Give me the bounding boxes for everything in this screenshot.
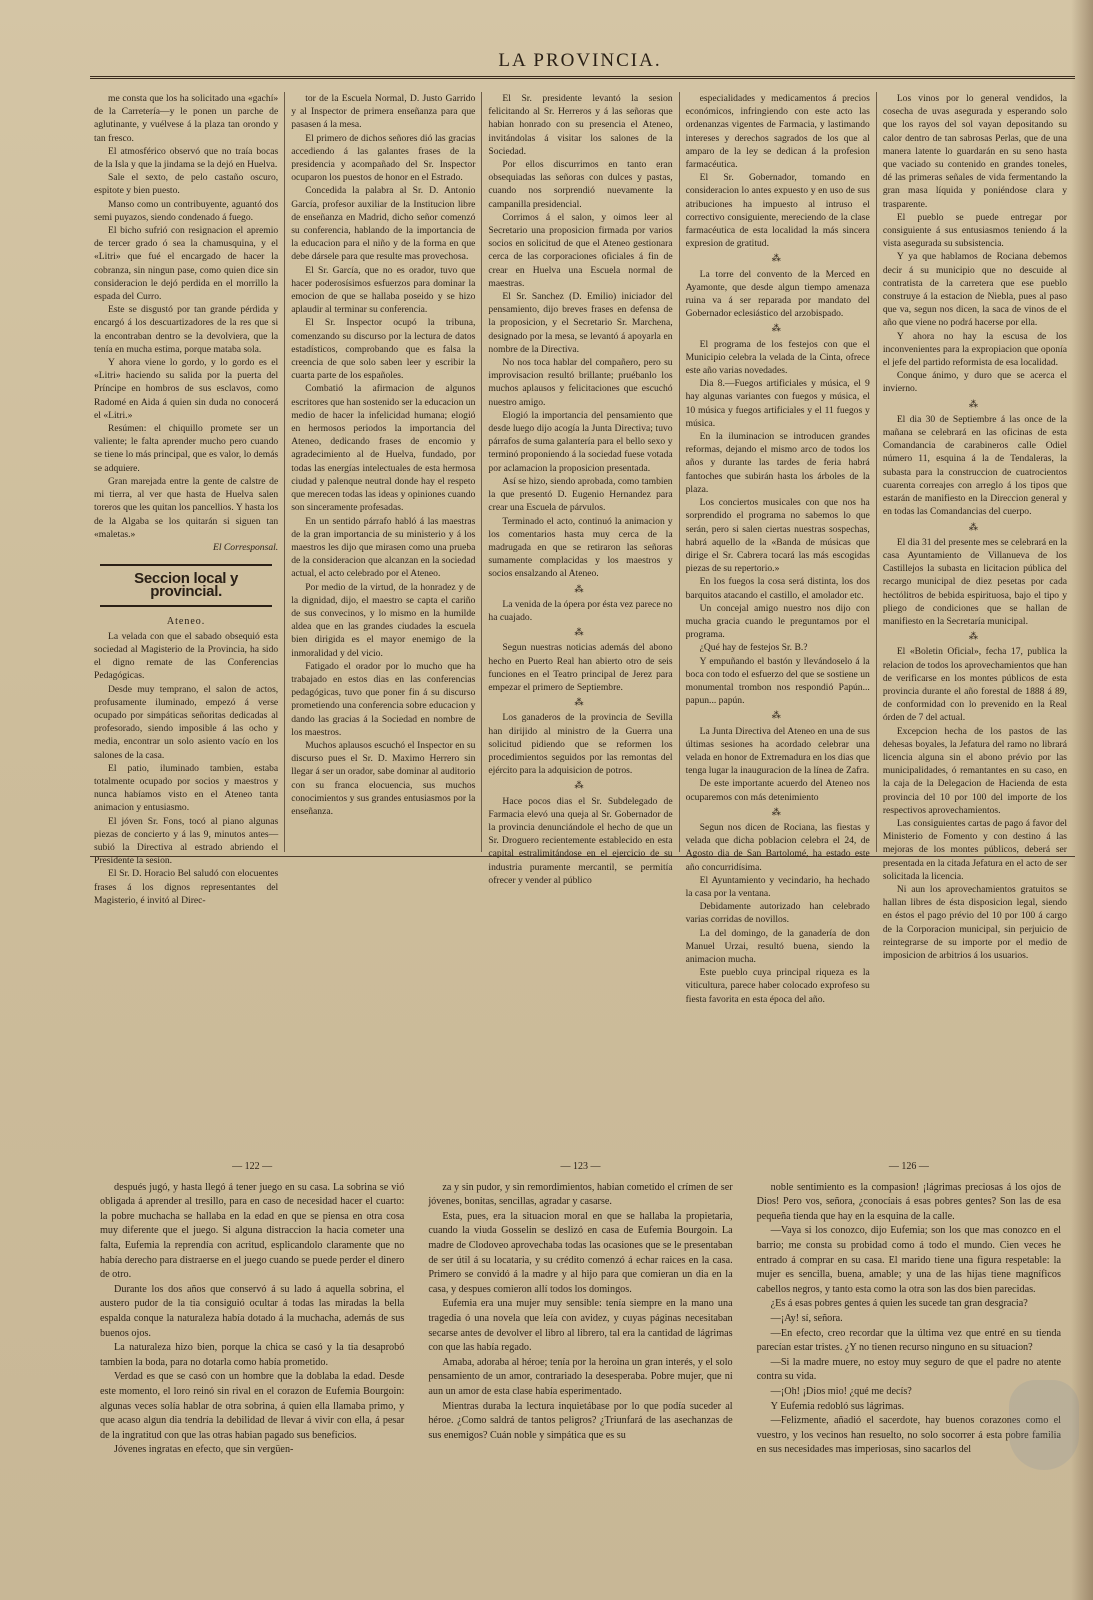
paragraph: Esta, pues, era la situacion moral en que se hallaba la propietaria, cuando la viuda Gosselin se deslizó en casa de Eufemia Bourgoin. La madre de Clodoveo aprovechaba todas las ocasiones que se le presentaban de ser útil á su locataria, y su crédito comenzó á echar raices en la casa. Primero se convidó á la madre y al hijo para que comieran un dia en la casa, y despues comieron allí todos los domingos. — [428, 1210, 733, 1295]
col2-text — [291, 92, 475, 818]
paragraph: El atmosférico observó que no traía bocas de la Isla y que la jindama se la dejó en Huelva. — [94, 145, 279, 171]
correspondent-signature: El Corresponsal. — [212, 541, 279, 553]
subhead-ateneo: Ateneo. — [166, 615, 206, 627]
asterism-separator: ⁂ — [574, 697, 587, 708]
col4-text — [686, 92, 870, 1006]
paragraph: El Sr. Inspector ocupó la tribuna, comenzando su discurso por la lectura de datos estadísticos, comprobando que es falsa la creencia de que solo saben leer y escribir la cuarta parte de los españoles. — [291, 317, 476, 382]
paragraph: me consta que los ha solicitado una «gachí» de la Carretería—y le ponen un parche de aglutinante, y vuélvese á la plaza tan orondo y tan fresco. — [94, 93, 279, 144]
column-1 — [88, 92, 284, 906]
masthead-title: LA PROVINCIA. — [498, 50, 662, 71]
news-columns — [88, 92, 1073, 1005]
paragraph: Elogió la importancia del pensamiento que desde luego dijo acogía la Junta Directiva; tuvo párrafos de suma galantería para el bello sexo y terminó proponiendo á la sociedad fuese votada por aclamacion la proposicion presentada. — [488, 409, 673, 474]
page-number: — 123 — — [560, 1161, 601, 1172]
page-number: — 122 — — [232, 1161, 273, 1172]
paragraph: Gran marejada entre la gente de calstre de mi tierra, al ver que hasta de Huelva salen toreros que les quitan los pancellios. Y hasta los de la Algaba se los quitarán si siguen tan «maletas.» — [94, 475, 279, 540]
paragraph: —Vaya si los conozco, dijo Eufemia; son los que mas conozco en el barrio; me consta su probidad como á todo el mundo. Cien veces he entrado á comprar en su casa. El marido tiene una figura respetable: la mujer es sencilla, buena, amable; y una de las hijas tiene magníficos cabellos negros, y tanto esta como la otra son las dos bien parecidas. — [756, 1225, 1061, 1295]
col5-text — [883, 92, 1067, 962]
paragraph: Conque ánimo, y duro que se acerca el invierno. — [882, 370, 1068, 395]
paragraph: La Junta Directiva del Ateneo en una de sus últimas sesiones ha acordado celebrar una velada en honor de Extremadura en los dias que tenga lugar la inauguracion de la línea de Zafra. — [685, 725, 870, 777]
paragraph: especialidades y medicamentos á precios económicos, infringiendo con este acto las ordenanzas vigentes de Farmacia, y lastimando intereses y derechos sagrados de los que al amparo de la ley se dedican á la profesion farmacéutica. — [685, 93, 870, 171]
paragraph: Verdad es que se casó con un hombre que la doblaba la edad. Desde este momento, el loro reinó sin rival en el corazon de Eufemia Bourgoin: algunas veces solía hablar de otra sobrina, á quien ella llamaba primo, y que acaso algun dia tendría la debilidad de llevar á vivir con ella, á pesar de la ingratitud con que las otras habian pagado sus beneficios. — [100, 1371, 405, 1441]
paragraph: ¿Es á esas pobres gentes á quien les sucede tan gran desgracia? — [770, 1298, 1028, 1310]
masthead-rule — [90, 76, 1075, 79]
paragraph: Terminado el acto, continuó la animacion y los comentarios hasta muy cerca de la madrugada en que se retiraron las señoras sumamente complacidas y los maestros y socios ensalzando al Ateneo. — [488, 515, 673, 580]
paragraph: Y ahora viene lo gordo, y lo gordo es el «Litri» haciendo su salida por la puerta del Príncipe en hombros de sus esclavos, como Radomé en Aida á quien sin duda no conocerá el «Litri.» — [94, 357, 279, 421]
paragraph: El primero de dichos señores dió las gracias accediendo á las galantes frases de la presidencia y acompañado del Sr. Inspector ocuparon los puestos de honor en el Estrado. — [291, 132, 476, 184]
library-watermark-crest — [1009, 1380, 1079, 1470]
paragraph: Excepcion hecha de los pastos de las dehesas boyales, la Jefatura del ramo no librará licencia alguna sin el abono prévio por las municipalidades, ó remantantes en su caso, en la caja de la Delegacion de Hacienda de esta provincia del 10 por 100 del importe de los respectivos aprovechamientos. — [882, 725, 1068, 816]
paragraph: noble sentimiento es la compasion! ¡lágrimas preciosas á los ojos de Dios! Pero vos, señora, ¿conocíais á esas pobres gentes? Son las de esa pequeña tienda que hay en la esquina de la calle. — [756, 1181, 1061, 1222]
paragraph: Eufemia era una mujer muy sensible: tenía siempre en la mano una tragedia ó una novela que leía con avidez, y cuyas páginas necesitaban secarse antes de devolver el libro al librero, tal era la cantidad de lágrimas con que las había regado. — [428, 1298, 733, 1354]
asterism-separator: ⁂ — [968, 631, 981, 642]
paragraph: Y ahora no hay la escusa de los inconvenientes para la expropiacion que oponía el jefe del partido reformista de esa localidad. — [882, 330, 1068, 369]
paragraph: Segun nos dicen de Rociana, las fiestas y velada que dicha poblacion celebra el 24, de Agosto dia de San Bartolomé, ha estado este año concurridísima. — [685, 821, 870, 873]
asterism-separator: ⁂ — [771, 253, 784, 264]
asterism-separator: ⁂ — [968, 521, 981, 532]
paragraph: El Sr. D. Horacio Bel saludó con elocuentes frases á los dignos representantes del Magisterio, é invitó al Direc- — [94, 868, 279, 906]
paragraph: Los vinos por lo general vendidos, la cosecha de uvas asegurada y esperando solo que los rayos del sol vayan depositando su calor dentro de tan sabrosas Perlas, que de una manera latente lo guardarán en su seno hasta que vaciado su contenido en grandes toneles, dé las primeras señales de vida fermentando la gran masa líquida y poniéndose clara y trasparente. — [882, 93, 1068, 210]
asterism-separator: ⁂ — [574, 780, 587, 791]
paragraph: El Sr. presidente levantó la sesion felicitando al Sr. Herreros y á las señoras que habian honrado con su presencia el Ateneo, invitándolas á visitar los salones de la Sociedad. — [488, 93, 673, 157]
folletin-section — [88, 1160, 1073, 1590]
paragraph: El Sr. Gobernador, tomando en consideracion lo antes expuesto y en uso de sus atribuciones ha impuesto al intruso el correctivo consiguiente, mereciendo de la clase farmacéutica de esta localidad la más sincera expresion de gratitud. — [685, 172, 870, 250]
paragraph: Este se disgustó por tan grande pérdida y encargó á los descuartizadores de la res que si la encontraban dentro se la devolviera, que la tenía en mucha estima, porque mataba sola. — [94, 304, 279, 355]
paragraph: tor de la Escuela Normal, D. Justo Garrido y al Inspector de primera enseñanza para que pasasen á la mesa. — [291, 93, 476, 131]
paragraph: —Felizmente, añadió el sacerdote, hay buenos corazones como el vuestro, y los vecinos han resuelto, no solo socorrer á esta pobre familia en sus necesidades mas imperiosas, sino sacarlos del — [756, 1415, 1061, 1456]
paragraph: Dia 8.—Fuegos artificiales y música, el 9 hay algunas variantes con fuegos y música, el 10 música y fuegos artificiales y el 11 fuegos y música. — [685, 378, 870, 429]
paragraph: En un sentido párrafo habló á las maestras de la gran importancia de su ministerio y á los maestros les dijo que mirasen como una prueba de la consideracion que alcanzan en la sociedad actual, el acto celebrado por el Ateneo. — [291, 515, 476, 580]
binding-stain — [1071, 0, 1093, 1600]
paragraph: Sale el sexto, de pelo castaño oscuro, espitote y bien puesto. — [94, 172, 279, 197]
column-5 — [876, 92, 1073, 961]
section-title: Seccion local y provincial. — [100, 564, 272, 606]
col1-text — [94, 92, 278, 541]
page-number: — 126 — — [888, 1161, 929, 1172]
paragraph: Por ellos discurrimos en tanto eran obsequiadas las señoras con dulces y pastas, cuando nos sorprendió nuevamente la campanilla presidencial. — [488, 159, 673, 210]
asterism-separator: ⁂ — [771, 806, 784, 817]
paragraph: El dia 30 de Septiembre á las once de la mañana se celebrará en las oficinas de esta Comandancia de carabineros calle Odiel número 11, esquina á la de Tendaleras, la subasta para la construccion de cuatrocientos cuarenta correajes con arreglo á los tipos que estarán de manifiesto en la Direccion general y en todas las Comandancias del cuerpo. — [882, 413, 1068, 518]
column-4 — [679, 92, 876, 1005]
col3-text — [488, 92, 672, 887]
paragraph: El jóven Sr. Fons, tocó al piano algunas piezas de concierto y á las 9, minutos antes—subió la Directiva al estrado abriendo el Presidente la sesion. — [94, 815, 279, 867]
paragraph: Debidamente autorizado han celebrado varias corridas de novillos. — [685, 901, 870, 926]
column-2 — [284, 92, 481, 852]
paragraph: La torre del convento de la Merced en Ayamonte, que desde algun tiempo amenaza ruina va á ser reparada por mandato del Gobernador eclesiástico del arzobispado. — [685, 268, 870, 320]
folletin-page-126 — [745, 1160, 1073, 1590]
paragraph: Por medio de la virtud, de la honradez y de la dignidad, dijo, el maestro se capta el cariño de sus convecinos, y lo mismo en la humilde aldea que en las grandes ciudades la escuela bien dirigida es el mayor enemigo de la inmoralidad y del vicio. — [291, 581, 476, 659]
paragraph: Jóvenes ingratas en efecto, que sin vergüen- — [114, 1444, 294, 1456]
paragraph: La venida de la ópera por ésta vez parece no ha cuajado. — [488, 598, 673, 623]
paragraph: Mientras duraba la lectura inquietábase por lo que podía suceder al héroe. ¿Como saldrá de tantos peligros? ¿Triunfará de las asechanzas de sus enemigos? Cuán noble y simpática que es su — [428, 1400, 733, 1441]
col1-text-2 — [94, 630, 278, 907]
paragraph: Hace pocos dias el Sr. Subdelegado de Farmacia elevó una queja al Sr. Gobernador de la provincia denunciándole el hecho de que un Sr. Droguero recientemente establecido en esta capital estralimitándose en el ejercicio de su industria puramente mercantil, se permitía ofrecer y vender al público — [488, 795, 673, 886]
paragraph: Durante los dos años que conservó á su lado á aquella sobrina, el austero pudor de la tia consiguió ocultar á todas las miradas la bella espalda conque la naturaleza había dotado á la muchacha, además de sus buenos ojos. — [100, 1283, 405, 1339]
paragraph: —¡Ay! sí, señora. — [770, 1312, 843, 1324]
asterism-separator: ⁂ — [771, 323, 784, 334]
paragraph: za y sin pudor, y sin remordimientos, habian cometido el crímen de ser jóvenes, bonitas, sencillas, agradar y casarse. — [428, 1181, 733, 1208]
paragraph: El «Boletin Oficial», fecha 17, publica la relacion de todos los aprovechamientos que han de verificarse en los montes públicos de esta provincia durante el año forestal de 1888 á 89, de conformidad con lo prevenido en la Real órden de 7 del actual. — [882, 646, 1068, 724]
paragraph: Corrimos á el salon, y oimos leer al Secretario una proposicion firmada por varios socios en solicitud de que el Ateneo gestionara cerca de las corporaciones oficiales á fin de crear en Huelva una Escuela normal de maestras. — [488, 211, 673, 289]
paragraph: Desde muy temprano, el salon de actos, profusamente iluminado, empezó á verse ocupado por simpáticas señoritas dedicadas al profesorado, siendo imposible á las ocho y media, encontrar un solo asiento vacío en los salones de la casa. — [94, 683, 279, 761]
asterism-separator: ⁂ — [574, 627, 587, 638]
paragraph: Combatió la afirmacion de algunos escritores que han sostenido ser la educacion un medio de hacer la infelicidad humana; elogió en hermosos periodos la importancia del Ateneo, dedicando frases de encomio y agradecimiento al de Huelva, fundado, por todas las energías intelectuales de esta hermosa ciudad y palenque neutral donde hay el respeto que merecen todas las ideas y opiniones cuando son sinceramente profesadas. — [291, 383, 476, 514]
paragraph: Las consiguientes cartas de pago á favor del Ministerio de Fomento y con destino á las mejoras de los montes públicos, deberá ser presentada en la citada Jefatura en el acto de ser solicitada la licencia. — [882, 817, 1068, 882]
paragraph: Concedida la palabra al Sr. D. Antonio García, profesor auxiliar de la Institucion libre de enseñanza en Madrid, dicho señor comenzó su conferencia, hablando de la importancia de la educacion para el niño y de la forma en que debe dársele para que resulte mas provechosa. — [291, 185, 476, 263]
paragraph: después jugó, y hasta llegó á tener juego en su casa. La sobrina se vió obligada á aprender al tresillo, para en caso de necesidad hacer el cuarto: la pobre muchacha se hallaba en la edad en que se piensa en otra cosa muy diferente que el juego. Si alguna distraccion la hacia cometer una falta, Eufemia la reprendía con acritud, esplicandolo claramente que no había derecho para distraerse en el juego cuando se puede perder el dinero de otro. — [100, 1181, 405, 1281]
paragraph: ¿Qué hay de festejos Sr. B.? — [699, 642, 808, 654]
paragraph: En la iluminacion se introducen grandes reformas, dejando el mismo arco de todos los años y durante las tardes de feria habrá fantoches que subirán hasta los árboles de la plaza. — [685, 431, 870, 495]
paragraph: El bicho sufrió con resignacion el apremio de tercer grado ó sea la chamusquina, y el «Litri» que fué el encargado de hacer la cobranza, sin ningun pase, como quien dice sin consideracion le dejó perdida en el morrillo la espada del Curro. — [94, 225, 279, 303]
paragraph: Manso como un contribuyente, aguantó dos semi puyazos, siendo condenado á fuego. — [94, 198, 279, 223]
paragraph: La del domingo, de la ganadería de don Manuel Urzai, resultó buena, siendo la animacion mucha. — [685, 927, 870, 965]
paragraph: Los conciertos musicales con que nos ha sorprendido el programa no sabemos lo que serán, pero si salen ciertas nuestras sospechas, habrá aquello de la «Banda de músicas que dirige el Sr. Cabrera tocará las más escogidas piezas de su repertorio.» — [685, 497, 870, 575]
folletin-page-123 — [416, 1160, 744, 1590]
paragraph: Y empuñando el bastón y llevándoselo á la boca con todo el esfuerzo del que se sostiene un monumental trombon nos respondió Papún... papun... papún. — [685, 655, 870, 707]
paragraph: El Sr. García, que no es orador, tuvo que hacer poderosísimos esfuerzos para dominar la emocion de que se hallaba poseido y se hizo aplaudir al terminar su conferencia. — [291, 264, 476, 316]
paragraph: Los ganaderos de la provincia de Sevilla han dirijido al ministro de la Guerra una solicitud pidiendo que se reformen los procedimientos seguidos por las remontas del ejército para la adquisicion de potros. — [488, 712, 673, 777]
paragraph: Y ya que hablamos de Rociana debemos decir á su municipio que no descuide al contratista de la carretera que ese pueblo construye á la estacion de Niebla, pues al paso que va, segun nos dicen, la saca de vinos de el año que viene no podrá hacerse por ella. — [882, 251, 1068, 329]
paragraph: Resúmen: el chiquillo promete ser un valiente; le falta aprender mucho pero cuando se tiene lo más principal, que es valor, lo demás se adquiere. — [94, 423, 279, 474]
asterism-separator: ⁂ — [771, 710, 784, 721]
paragraph: Fatigado el orador por lo mucho que ha trabajado en estos dias en las conferencias pedagógicas, tuvo que poner fin á su discurso prometiendo una conferencia sobre educacion y dando las gracias á la Sociedad en nombre de los maestros. — [291, 660, 476, 738]
paragraph: —Si la madre muere, no estoy muy seguro de que el padre no atente contra su vida. — [756, 1356, 1061, 1383]
paragraph: Y Eufemia redobló sus lágrimas. — [770, 1400, 905, 1412]
paragraph: La naturaleza hizo bien, porque la chica se casó y la tia desaprobó tambien la boda, para no dotarla como había prometido. — [100, 1342, 405, 1368]
paragraph: El programa de los festejos con que el Municipio celebra la velada de la Cinta, ofrece este año varias novedades. — [685, 338, 870, 377]
paragraph: No nos toca hablar del compañero, pero su improvisacion resultó brillante; pruébanlo los muchos aplausos y felicitaciones que escuchó nuestro amigo. — [488, 357, 673, 408]
folletin-text-2 — [428, 1181, 732, 1444]
asterism-separator: ⁂ — [968, 398, 981, 409]
paragraph: En los fuegos la cosa será distinta, los dos barquitos atacando el castillo, el amolador etc. — [685, 576, 870, 601]
paragraph: —En efecto, creo recordar que la última vez que entré en su tienda parecían estar tristes. ¿Y no tienen recurso ninguno en su situacion? — [756, 1327, 1061, 1354]
folletin-rule — [90, 856, 1075, 857]
column-3 — [481, 92, 678, 886]
paragraph: El Sr. Sanchez (D. Emilio) iniciador del pensamiento, dijo breves frases en defensa de la proposicion, y el Secretario Sr. Marchena, designado por la mesa, se levantó á apoyarla en nombre de la Directiva. — [488, 291, 673, 355]
paragraph: El dia 31 del presente mes se celebrará en la casa Ayuntamiento de Villanueva de los Castillejos la subasta en licitacion pública del recargo municipal de diez pesetas por cada hectólitros de bebida espirituosa, bajo el tipo y pliego de condiciones que se hallan de manifiesto en la Secretaría municipal. — [882, 536, 1068, 627]
paragraph: El patio, iluminado tambien, estaba totalmente ocupado por socios y maestros y nunca habíamos visto en el Ateneo tanta animacion y entusiasmo. — [94, 762, 279, 814]
paragraph: Un concejal amigo nuestro nos dijo con mucha gracia cuando le preguntamos por el programa. — [685, 602, 870, 641]
paragraph: Segun nuestras noticias además del abono hecho en Puerto Real han abierto otro de seis funciones en el Teatro principal de Jerez para empezar el primero de Septiembre. — [488, 642, 673, 693]
folletin-text-1 — [100, 1181, 404, 1458]
asterism-separator: ⁂ — [574, 583, 587, 594]
paragraph: Amaba, adoraba al héroe; tenía por la heroina un gran interés, y el solo pensamiento de un amor, contrariado la desesperaba. Pobre mujer, que ni aun un amor de esta clase había esperimentado. — [428, 1356, 733, 1397]
paragraph: El pueblo se puede entregar por consiguiente á sus entusiasmos teniendo á la vista asegurada su subsistencia. — [882, 211, 1068, 250]
paragraph: El Ayuntamiento y vecindario, ha hechado la casa por la ventana. — [685, 874, 870, 899]
paragraph: Ni aun los aprovechamientos gratuitos se hallan libres de ésta disposicion legal, siendo en éstos el pago prévio del 10 por 100 á cargo de la Corporacion municipal, sin perjuicio de reintegrarse de su importe por el medio de imposicion de arbitrios á los usuarios. — [882, 883, 1068, 961]
paragraph: Así se hizo, siendo aprobada, como tambien la que presentó D. Eugenio Hernandez para crear una Escuela de párvulos. — [488, 475, 673, 514]
paragraph: —¡Oh! ¡Dios mio! ¿qué me decís? — [770, 1385, 912, 1397]
paragraph: Este pueblo cuya principal riqueza es la viticultura, parece haber colocado exprofeso su fiesta favorita en esta época del año. — [685, 967, 870, 1005]
folletin-page-122 — [88, 1160, 416, 1590]
paragraph: Muchos aplausos escuchó el Inspector en su discurso pues el Sr. D. Maximo Herrero sin llegar á ser un orador, sabe dominar al auditorio con su franca elocuencia, sus muchos conocimientos y sus grandes entusiasmos por la enseñanza. — [291, 739, 476, 817]
paragraph: De este importante acuerdo del Ateneo nos ocuparemos con más detenimiento — [685, 778, 870, 803]
paragraph: La velada con que el sabado obsequió esta sociedad al Magisterio de la Provincia, ha sido el digno remate de las Conferencias Pedagógicas. — [94, 630, 279, 682]
